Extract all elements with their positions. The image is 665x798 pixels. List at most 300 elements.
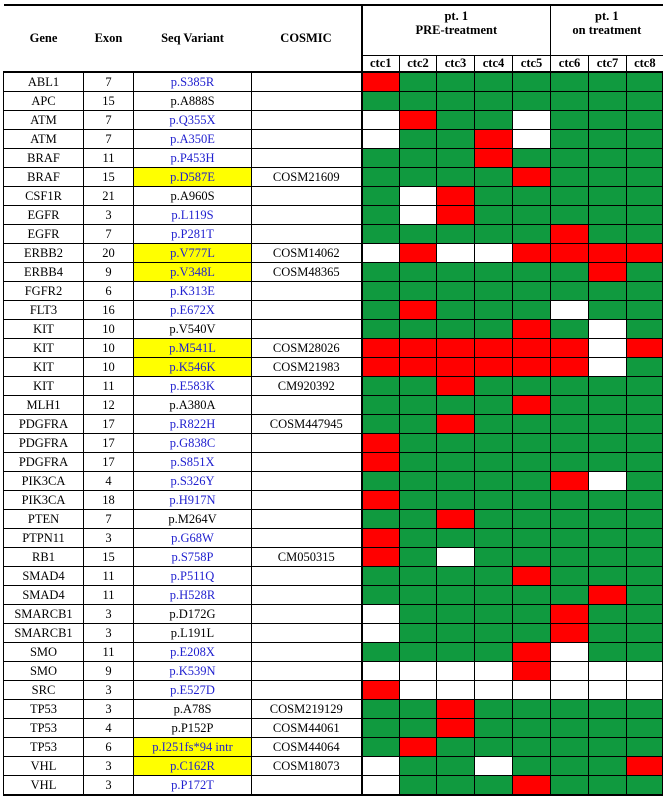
ctc-status-cell (551, 548, 589, 567)
cosmic-cell: COSM44064 (252, 738, 362, 757)
ctc-status-cell (513, 92, 551, 111)
ctc-status-cell (513, 72, 551, 92)
ctc-status-cell (551, 206, 589, 225)
ctc-status-cell (437, 434, 475, 453)
ctc-status-cell (362, 72, 400, 92)
cosmic-cell: COSM44061 (252, 719, 362, 738)
gene-cell: PTPN11 (4, 529, 84, 548)
ctc-status-cell (513, 757, 551, 776)
ctc-status-cell (400, 719, 437, 738)
cosmic-cell (252, 567, 362, 586)
ctc-status-cell (513, 738, 551, 757)
ctc-status-cell (551, 453, 589, 472)
ctc-header: ctc4 (475, 56, 513, 73)
exon-cell: 11 (84, 643, 134, 662)
gene-cell: BRAF (4, 168, 84, 187)
variant-cell: p.V777L (134, 244, 252, 263)
cosmic-cell (252, 92, 362, 111)
ctc-status-cell (551, 681, 589, 700)
cosmic-cell (252, 187, 362, 206)
exon-cell: 17 (84, 415, 134, 434)
ctc-status-cell (400, 662, 437, 681)
cosmic-cell: COSM21609 (252, 168, 362, 187)
ctc-status-cell (551, 225, 589, 244)
cosmic-cell (252, 605, 362, 624)
ctc-status-cell (437, 757, 475, 776)
cosmic-header: COSMIC (252, 5, 362, 72)
table-row (4, 282, 663, 301)
ctc-status-cell (362, 472, 400, 491)
ctc-status-cell (551, 700, 589, 719)
table-row (4, 72, 663, 92)
variant-cell: p.D587E (134, 168, 252, 187)
ctc-status-cell (627, 168, 663, 187)
ctc-status-cell (475, 510, 513, 529)
exon-cell: 17 (84, 453, 134, 472)
ctc-status-cell (475, 187, 513, 206)
exon-cell: 3 (84, 776, 134, 796)
ctc-status-cell (362, 491, 400, 510)
ctc-status-cell (400, 757, 437, 776)
variant-cell: p.D172G (134, 605, 252, 624)
ctc-status-cell (551, 111, 589, 130)
gene-cell: MLH1 (4, 396, 84, 415)
ctc-status-cell (362, 434, 400, 453)
exon-cell: 3 (84, 529, 134, 548)
ctc-status-cell (437, 605, 475, 624)
gene-cell: PIK3CA (4, 472, 84, 491)
ctc-status-cell (589, 187, 627, 206)
variant-cell: p.H528R (134, 586, 252, 605)
ctc-status-cell (437, 662, 475, 681)
ctc-status-cell (400, 624, 437, 643)
ctc-status-cell (400, 149, 437, 168)
ctc-status-cell (513, 225, 551, 244)
ctc-status-cell (627, 187, 663, 206)
variant-cell: p.K313E (134, 282, 252, 301)
ctc-status-cell (627, 72, 663, 92)
ctc-status-cell (400, 681, 437, 700)
variant-cell: p.K546K (134, 358, 252, 377)
ctc-header: ctc1 (362, 56, 400, 73)
exon-cell: 7 (84, 111, 134, 130)
ctc-status-cell (400, 187, 437, 206)
exon-cell: 10 (84, 320, 134, 339)
ctc-status-cell (513, 130, 551, 149)
ctc-status-cell (400, 453, 437, 472)
ctc-status-cell (400, 282, 437, 301)
ctc-status-cell (400, 776, 437, 796)
ctc-status-cell (437, 244, 475, 263)
gene-cell: ATM (4, 130, 84, 149)
ctc-status-cell (400, 111, 437, 130)
variant-cell: p.A960S (134, 187, 252, 206)
ctc-status-cell (551, 130, 589, 149)
ctc-status-cell (437, 149, 475, 168)
ctc-status-cell (513, 434, 551, 453)
variant-cell: p.G68W (134, 529, 252, 548)
ctc-status-cell (475, 491, 513, 510)
exon-cell: 17 (84, 434, 134, 453)
ctc-status-cell (589, 738, 627, 757)
ctc-status-cell (627, 206, 663, 225)
ctc-status-cell (627, 567, 663, 586)
exon-header: Exon (84, 5, 134, 72)
ctc-status-cell (362, 339, 400, 358)
ctc-status-cell (589, 111, 627, 130)
ctc-status-cell (362, 377, 400, 396)
table-row (4, 738, 663, 757)
ctc-status-cell (362, 510, 400, 529)
ctc-status-cell (627, 320, 663, 339)
ctc-status-cell (627, 643, 663, 662)
cosmic-cell (252, 434, 362, 453)
cosmic-cell (252, 149, 362, 168)
exon-cell: 7 (84, 72, 134, 92)
ctc-status-cell (513, 377, 551, 396)
ctc-header: ctc2 (400, 56, 437, 73)
ctc-status-cell (475, 168, 513, 187)
variant-cell: p.K539N (134, 662, 252, 681)
table-row (4, 244, 663, 263)
ctc-status-cell (589, 206, 627, 225)
ctc-status-cell (627, 396, 663, 415)
exon-cell: 15 (84, 168, 134, 187)
ctc-status-cell (627, 681, 663, 700)
variant-cell: p.V540V (134, 320, 252, 339)
gene-cell: VHL (4, 776, 84, 796)
ctc-status-cell (589, 263, 627, 282)
cosmic-cell (252, 643, 362, 662)
table-row (4, 130, 663, 149)
ctc-status-cell (475, 206, 513, 225)
table-row (4, 168, 663, 187)
ctc-status-cell (400, 320, 437, 339)
ctc-status-cell (437, 377, 475, 396)
ctc-status-cell (589, 72, 627, 92)
gene-cell: BRAF (4, 149, 84, 168)
ctc-status-cell (589, 586, 627, 605)
ctc-status-cell (627, 225, 663, 244)
variant-cell: p.L191L (134, 624, 252, 643)
ctc-header: ctc6 (551, 56, 589, 73)
ctc-status-cell (551, 72, 589, 92)
variant-cell: p.S385R (134, 72, 252, 92)
gene-cell: PTEN (4, 510, 84, 529)
cosmic-cell (252, 396, 362, 415)
variant-cell: p.A78S (134, 700, 252, 719)
ctc-status-cell (362, 168, 400, 187)
ctc-status-cell (362, 453, 400, 472)
ctc-status-cell (475, 567, 513, 586)
ctc-status-cell (400, 377, 437, 396)
table-row (4, 396, 663, 415)
variant-cell: p.M541L (134, 339, 252, 358)
ctc-status-cell (475, 643, 513, 662)
table-row (4, 472, 663, 491)
ctc-status-cell (475, 339, 513, 358)
exon-cell: 16 (84, 301, 134, 320)
pre-treatment-group-line1: pt. 1 (444, 9, 469, 23)
ctc-status-cell (437, 776, 475, 796)
ctc-status-cell (551, 320, 589, 339)
ctc-status-cell (589, 282, 627, 301)
gene-cell: SMAD4 (4, 586, 84, 605)
ctc-status-cell (362, 738, 400, 757)
table-row (4, 111, 663, 130)
ctc-status-cell (437, 92, 475, 111)
ctc-status-cell (513, 168, 551, 187)
exon-cell: 3 (84, 624, 134, 643)
ctc-status-cell (627, 605, 663, 624)
ctc-status-cell (627, 358, 663, 377)
ctc-status-cell (513, 415, 551, 434)
ctc-status-cell (551, 472, 589, 491)
ctc-status-cell (362, 567, 400, 586)
ctc-status-cell (589, 605, 627, 624)
ctc-status-cell (589, 130, 627, 149)
ctc-status-cell (589, 491, 627, 510)
exon-cell: 10 (84, 358, 134, 377)
ctc-status-cell (400, 244, 437, 263)
table-row (4, 681, 663, 700)
exon-cell: 7 (84, 130, 134, 149)
table-row (4, 491, 663, 510)
table-row (4, 510, 663, 529)
ctc-status-cell (627, 586, 663, 605)
ctc-status-cell (589, 643, 627, 662)
ctc-status-cell (475, 282, 513, 301)
table-row (4, 339, 663, 358)
ctc-status-cell (589, 339, 627, 358)
ctc-status-cell (475, 377, 513, 396)
ctc-status-cell (589, 567, 627, 586)
ctc-status-cell (362, 130, 400, 149)
exon-cell: 6 (84, 738, 134, 757)
table-row (4, 624, 663, 643)
ctc-status-cell (589, 225, 627, 244)
on-treatment-group-line1: pt. 1 (595, 9, 619, 23)
exon-cell: 10 (84, 339, 134, 358)
ctc-status-cell (475, 586, 513, 605)
ctc-status-cell (400, 472, 437, 491)
variant-cell: p.V348L (134, 263, 252, 282)
exon-cell: 9 (84, 263, 134, 282)
ctc-status-cell (551, 662, 589, 681)
ctc-status-cell (362, 149, 400, 168)
ctc-status-cell (589, 358, 627, 377)
ctc-status-cell (551, 491, 589, 510)
ctc-status-cell (475, 605, 513, 624)
cosmic-cell (252, 491, 362, 510)
variant-header: Seq Variant (134, 5, 252, 72)
ctc-status-cell (362, 92, 400, 111)
ctc-status-cell (551, 434, 589, 453)
ctc-status-cell (400, 605, 437, 624)
ctc-status-cell (400, 434, 437, 453)
ctc-status-cell (400, 168, 437, 187)
ctc-status-cell (513, 643, 551, 662)
exon-cell: 4 (84, 719, 134, 738)
variant-cell: p.H917N (134, 491, 252, 510)
ctc-status-cell (627, 548, 663, 567)
ctc-status-cell (589, 168, 627, 187)
table-row (4, 149, 663, 168)
on-treatment-group-header (551, 5, 663, 56)
ctc-status-cell (627, 776, 663, 796)
ctc-status-cell (589, 301, 627, 320)
ctc-status-cell (437, 206, 475, 225)
ctc-status-cell (589, 529, 627, 548)
exon-cell: 3 (84, 681, 134, 700)
ctc-status-cell (437, 453, 475, 472)
ctc-status-cell (400, 491, 437, 510)
table-row (4, 92, 663, 111)
ctc-status-cell (475, 624, 513, 643)
variant-cell: p.C162R (134, 757, 252, 776)
ctc-status-cell (589, 624, 627, 643)
ctc-status-cell (513, 624, 551, 643)
ctc-status-cell (589, 776, 627, 796)
ctc-status-cell (589, 700, 627, 719)
ctc-header: ctc8 (627, 56, 663, 73)
ctc-status-cell (475, 738, 513, 757)
ctc-status-cell (362, 206, 400, 225)
cosmic-cell: CM920392 (252, 377, 362, 396)
ctc-status-cell (551, 567, 589, 586)
ctc-status-cell (362, 586, 400, 605)
ctc-status-cell (513, 339, 551, 358)
gene-cell: KIT (4, 320, 84, 339)
cosmic-cell: COSM48365 (252, 263, 362, 282)
table-row (4, 415, 663, 434)
cosmic-cell (252, 301, 362, 320)
ctc-status-cell (589, 320, 627, 339)
ctc-status-cell (362, 662, 400, 681)
cosmic-cell (252, 320, 362, 339)
ctc-status-cell (400, 225, 437, 244)
ctc-status-cell (513, 719, 551, 738)
gene-cell: TP53 (4, 700, 84, 719)
ctc-status-cell (437, 738, 475, 757)
ctc-status-cell (400, 738, 437, 757)
ctc-status-cell (475, 719, 513, 738)
variant-cell: p.E672X (134, 301, 252, 320)
ctc-status-cell (437, 320, 475, 339)
ctc-status-cell (400, 130, 437, 149)
ctc-status-cell (589, 92, 627, 111)
table-row (4, 586, 663, 605)
ctc-status-cell (362, 244, 400, 263)
gene-cell: FGFR2 (4, 282, 84, 301)
ctc-status-cell (551, 738, 589, 757)
exon-cell: 3 (84, 206, 134, 225)
ctc-status-cell (589, 415, 627, 434)
ctc-status-cell (589, 472, 627, 491)
cosmic-cell (252, 472, 362, 491)
ctc-status-cell (551, 282, 589, 301)
ctc-status-cell (400, 548, 437, 567)
ctc-status-cell (627, 662, 663, 681)
ctc-status-cell (400, 529, 437, 548)
gene-cell: KIT (4, 358, 84, 377)
cosmic-cell (252, 510, 362, 529)
ctc-status-cell (513, 700, 551, 719)
ctc-header: ctc5 (513, 56, 551, 73)
ctc-status-cell (627, 301, 663, 320)
ctc-status-cell (513, 662, 551, 681)
table-row (4, 567, 663, 586)
ctc-header: ctc3 (437, 56, 475, 73)
ctc-status-cell (513, 529, 551, 548)
ctc-status-cell (627, 377, 663, 396)
ctc-status-cell (437, 396, 475, 415)
ctc-status-cell (589, 434, 627, 453)
table-row (4, 434, 663, 453)
ctc-status-cell (589, 548, 627, 567)
ctc-status-cell (589, 396, 627, 415)
variant-cell: p.E208X (134, 643, 252, 662)
ctc-status-cell (362, 111, 400, 130)
variant-cell: p.E583K (134, 377, 252, 396)
variant-cell: p.S758P (134, 548, 252, 567)
gene-cell: SMAD4 (4, 567, 84, 586)
ctc-status-cell (362, 548, 400, 567)
ctc-status-cell (400, 415, 437, 434)
ctc-status-cell (437, 263, 475, 282)
cosmic-cell: COSM28026 (252, 339, 362, 358)
ctc-status-cell (627, 282, 663, 301)
variant-cell: p.R822H (134, 415, 252, 434)
ctc-status-cell (475, 130, 513, 149)
ctc-status-cell (627, 624, 663, 643)
gene-cell: PDGFRA (4, 415, 84, 434)
ctc-status-cell (400, 510, 437, 529)
ctc-status-cell (551, 529, 589, 548)
variant-cell: p.Q355X (134, 111, 252, 130)
ctc-status-cell (551, 396, 589, 415)
ctc-status-cell (362, 529, 400, 548)
ctc-status-cell (437, 681, 475, 700)
ctc-status-cell (475, 700, 513, 719)
table-row (4, 187, 663, 206)
gene-cell: VHL (4, 757, 84, 776)
ctc-status-cell (362, 320, 400, 339)
gene-cell: SMARCB1 (4, 624, 84, 643)
mutation-table (3, 4, 663, 796)
table-row (4, 700, 663, 719)
ctc-status-cell (400, 263, 437, 282)
cosmic-cell (252, 282, 362, 301)
exon-cell: 21 (84, 187, 134, 206)
ctc-status-cell (475, 548, 513, 567)
variant-cell: p.A380A (134, 396, 252, 415)
ctc-status-cell (475, 662, 513, 681)
cosmic-cell (252, 662, 362, 681)
ctc-status-cell (475, 415, 513, 434)
exon-cell: 15 (84, 92, 134, 111)
ctc-status-cell (362, 396, 400, 415)
ctc-status-cell (475, 776, 513, 796)
ctc-status-cell (437, 339, 475, 358)
gene-cell: PDGFRA (4, 453, 84, 472)
variant-cell: p.P453H (134, 149, 252, 168)
cosmic-cell (252, 529, 362, 548)
ctc-status-cell (551, 605, 589, 624)
table-row (4, 320, 663, 339)
exon-cell: 11 (84, 377, 134, 396)
ctc-status-cell (513, 453, 551, 472)
